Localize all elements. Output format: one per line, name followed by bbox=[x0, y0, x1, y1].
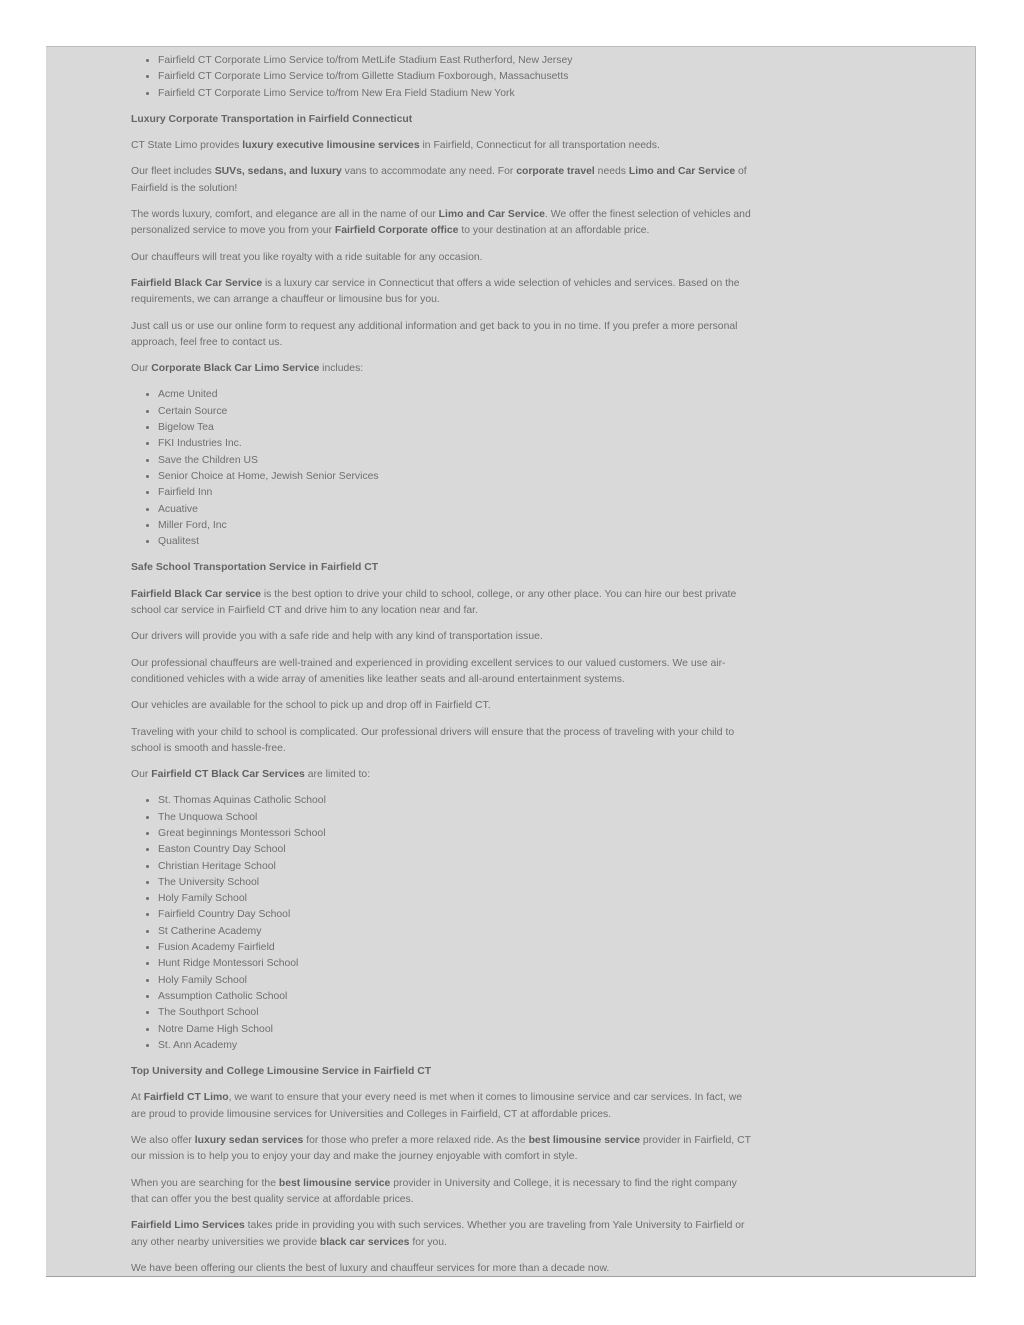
list-item: • Great beginnings Montessori School bbox=[158, 826, 751, 842]
paragraph: Our drivers will provide you with a safe ride and help with any kind of transportation issue. bbox=[131, 631, 543, 643]
list-item: • Holy Family School bbox=[158, 891, 751, 907]
client-list bbox=[131, 387, 751, 550]
paragraph: At Fairfield CT Limo, we want to ensure that your every need is met when it comes to limousine service and car services. In fact, we are proud to provide limousine services for Universities and Colleges in Fairfield, CT at affordable prices. bbox=[131, 1092, 743, 1120]
section-heading: Top University and College Limousine Service in Fairfield CT bbox=[131, 1066, 432, 1078]
paragraph: Fairfield Black Car Service is a luxury car service in Connecticut that offers a wide selection of vehicles and services. Based on the requirements, we can arrange a chauffeur or limousine bus for you. bbox=[131, 277, 740, 306]
list-item: • St Catherine Academy bbox=[158, 924, 751, 940]
paragraph: Our chauffeurs will treat you like royalty with a ride suitable for any occasion. bbox=[131, 251, 483, 263]
list-item: • The University School bbox=[158, 875, 751, 891]
list-item: • Qualitest bbox=[158, 534, 751, 550]
list-item: • Fairfield CT Corporate Limo Service to/from New Era Field Stadium New York bbox=[158, 86, 751, 102]
list-item: • Holy Family School bbox=[158, 973, 751, 989]
paragraph: Fairfield Black Car service is the best option to drive your child to school, college, or any other place. You can hire our best private school car service in Fairfield CT and drive him to any location near and far. bbox=[131, 588, 737, 617]
section-heading: Luxury Corporate Transportation in Fairfield Connecticut bbox=[131, 113, 413, 125]
paragraph: Our fleet includes SUVs, sedans, and luxury vans to accommodate any need. For corporate travel needs Limo and Car Service of Fairfield is the solution! bbox=[131, 166, 747, 194]
list-item: • Acme United bbox=[158, 387, 751, 403]
list-item: • Easton Country Day School bbox=[158, 842, 751, 858]
list-item: • Bigelow Tea bbox=[158, 420, 751, 436]
list-item: • Fairfield CT Corporate Limo Service to/from MetLife Stadium East Rutherford, New Jersey bbox=[158, 53, 751, 69]
list-item: • FKI Industries Inc. bbox=[158, 436, 751, 452]
list-item: • Fusion Academy Fairfield bbox=[158, 940, 751, 956]
list-item: • Hunt Ridge Montessori School bbox=[158, 956, 751, 972]
list-item: • Fairfield Country Day School bbox=[158, 907, 751, 923]
list-item: • Christian Heritage School bbox=[158, 859, 751, 875]
paragraph: Just call us or use our online form to request any additional information and get back to you in no time. If you prefer a more personal approach, feel free to contact us. bbox=[131, 320, 738, 348]
paragraph: Our Corporate Black Car Limo Service includes: bbox=[131, 363, 364, 375]
stadium-list bbox=[131, 53, 751, 102]
paragraph: Fairfield Limo Services takes pride in providing you with such services. Whether you are traveling from Yale University to Fairfield or any other nearby universities we provide black car services for you. bbox=[131, 1220, 745, 1248]
school-list bbox=[131, 793, 751, 1054]
list-item: • The Unquowa School bbox=[158, 810, 751, 826]
list-item: • The Southport School bbox=[158, 1005, 751, 1021]
list-item: • Fairfield Inn bbox=[158, 485, 751, 501]
list-item: • Miller Ford, Inc bbox=[158, 518, 751, 534]
paragraph: Our Fairfield CT Black Car Services are limited to: bbox=[131, 769, 371, 781]
list-item: • Acuative bbox=[158, 502, 751, 518]
list-item: • Assumption Catholic School bbox=[158, 989, 751, 1005]
list-item: • Save the Children US bbox=[158, 453, 751, 469]
section-heading: Safe School Transportation Service in Fairfield CT bbox=[131, 562, 379, 574]
list-item: • Notre Dame High School bbox=[158, 1022, 751, 1038]
paragraph: We have been offering our clients the best of luxury and chauffeur services for more than a decade now. bbox=[131, 1262, 610, 1274]
page-content bbox=[131, 53, 751, 1287]
paragraph: We also offer luxury sedan services for those who prefer a more relaxed ride. As the best limousine service provider in Fairfield, CT our mission is to help you to enjoy your day and make the journey enjoyable with comfort in style. bbox=[131, 1135, 751, 1163]
list-item: • Certain Source bbox=[158, 404, 751, 420]
list-item: • Fairfield CT Corporate Limo Service to/from Gillette Stadium Foxborough, Massachusetts bbox=[158, 69, 751, 85]
paragraph: When you are searching for the best limousine service provider in University and College, it is necessary to find the right company that can offer you the best quality service at affordable prices. bbox=[131, 1177, 737, 1205]
paragraph: The words luxury, comfort, and elegance are all in the name of our Limo and Car Service. We offer the finest selection of vehicles and personalized service to move you from your Fairfield Corporate office to your destination at an affordable price. bbox=[131, 209, 751, 237]
list-item: • St. Ann Academy bbox=[158, 1038, 751, 1054]
list-item: • St. Thomas Aquinas Catholic School bbox=[158, 793, 751, 809]
document-page bbox=[46, 46, 976, 1277]
paragraph: Our vehicles are available for the school to pick up and drop off in Fairfield CT. bbox=[131, 700, 491, 712]
paragraph: Our professional chauffeurs are well-trained and experienced in providing excellent services to our valued customers. We use air-conditioned vehicles with a wide array of amenities like leather seats and all-around entertainment systems. bbox=[131, 657, 726, 685]
list-item: • Senior Choice at Home, Jewish Senior Services bbox=[158, 469, 751, 485]
paragraph: Traveling with your child to school is complicated. Our professional drivers will ensure that the process of traveling with your child to school is smooth and hassle-free. bbox=[131, 726, 735, 754]
paragraph: CT State Limo provides luxury executive limousine services in Fairfield, Connecticut for all transportation needs. bbox=[131, 140, 660, 152]
